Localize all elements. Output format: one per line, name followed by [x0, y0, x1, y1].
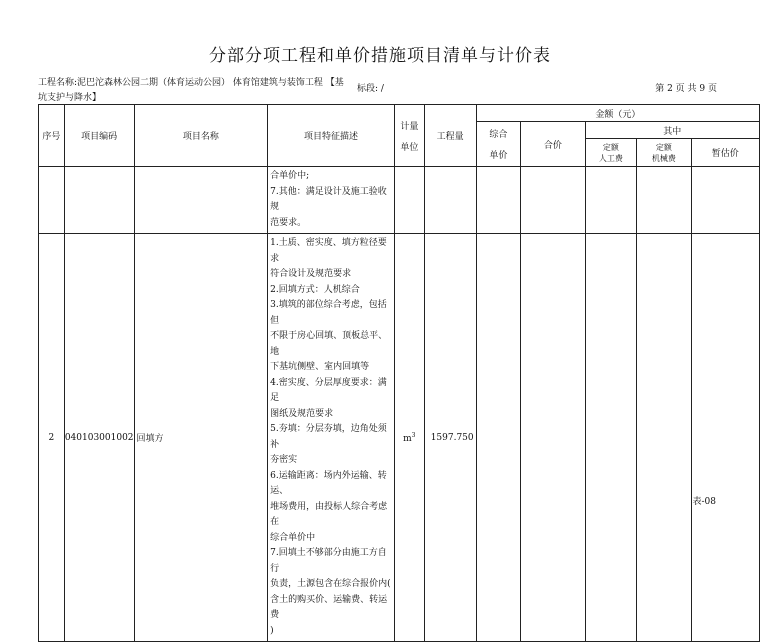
header-unit-price: [476, 122, 521, 167]
row-labor: [585, 167, 637, 234]
row-unit: [394, 234, 424, 642]
header-labor-line2: 人工费: [598, 153, 623, 163]
row-seq: 2: [39, 234, 65, 642]
desc-line: 7.回填土不够部分由施工方自行: [270, 548, 387, 574]
row-unit: [394, 167, 424, 234]
header-machine: [637, 139, 691, 167]
desc-line: 2.回填方式：人机综合: [270, 284, 360, 295]
row-qty: 1597.750: [424, 234, 476, 642]
row-name: [134, 167, 268, 234]
row-machine: [637, 167, 691, 234]
row-code: 040103001002: [64, 234, 134, 642]
header-code: 项目编码: [64, 105, 134, 167]
row-desc: [268, 167, 395, 234]
row-desc: [268, 234, 395, 642]
section-info: 标段: /: [357, 84, 384, 94]
row-provisional: [691, 167, 759, 234]
header-labor: [585, 139, 637, 167]
row-unit-price: [476, 167, 521, 234]
desc-line: 6.运输距离：场内外运输、转运、: [270, 470, 387, 496]
row-unit-price: [476, 234, 521, 642]
row-qty: [424, 167, 476, 234]
header-name: 项目名称: [134, 105, 268, 167]
desc-line: 含土的购买价、运输费、转运费: [270, 594, 388, 620]
form-number: 表-08: [692, 497, 716, 507]
row-provisional: [691, 234, 759, 642]
header-amount: 金额（元）: [476, 105, 759, 122]
page-info: 第 2 页 共 9 页: [655, 84, 717, 94]
desc-line: 图纸及规范要求: [270, 408, 334, 419]
header-machine-line2: 机械费: [651, 153, 676, 163]
project-name: 泥巴沱森林公园二期（体育运动公园） 体育馆建筑与装饰工程 【基坑支护与降水】: [38, 78, 344, 103]
header-unit-price-line2: 单价: [489, 151, 508, 161]
row-total: [521, 234, 585, 642]
desc-line: 负责，土源包含在综合报价内(: [270, 579, 391, 589]
header-of-which: 其中: [585, 122, 759, 139]
desc-line: 4.密实度、分层厚度要求：满足: [270, 377, 387, 403]
row-code: [64, 167, 134, 234]
desc-line: 3.填筑的部位综合考虑，包括但: [270, 300, 387, 326]
page-title: 分部分项工程和单价措施项目清单与计价表: [209, 46, 551, 66]
desc-line: 综合单价中: [270, 532, 316, 543]
table-row: [39, 167, 760, 234]
desc-line: 1.土质、密实度、填方粒径要求: [270, 238, 387, 264]
header-total: 合价: [521, 122, 585, 167]
desc-line: 不限于房心回填、顶板总平、地: [270, 331, 388, 357]
row-name: 回填方: [134, 234, 268, 642]
header-unit-line2: 单位: [400, 142, 419, 153]
unit-sup: 3: [411, 431, 416, 439]
desc-line: 5.夯填：分层夯填，边角处须补: [270, 424, 387, 450]
header-unit-price-line1: 综合: [489, 130, 508, 140]
header-machine-line1: 定额: [655, 142, 672, 152]
desc-line: 堆场费用，由投标人综合考虑在: [270, 501, 388, 527]
header-qty: 工程量: [424, 105, 476, 167]
row-labor: [585, 234, 637, 642]
header-unit: [394, 105, 424, 167]
header-labor-line1: 定额: [602, 142, 619, 152]
desc-line: 下基坑侧壁、室内回填等: [270, 362, 370, 372]
desc-line: ): [270, 625, 274, 636]
desc-line: 合单价中;: [270, 171, 310, 181]
header-unit-line1: 计量: [400, 121, 419, 132]
table-row: [39, 234, 760, 642]
row-seq: [39, 167, 65, 234]
header-seq: 序号: [39, 105, 65, 167]
unit-text: m: [403, 433, 412, 444]
row-total: [521, 167, 585, 234]
header-desc: 项目特征描述: [268, 105, 395, 167]
header-provisional: 暂估价: [691, 139, 759, 167]
desc-line: 7.其他：满足设计及施工验收规: [270, 186, 387, 212]
bill-table: [38, 104, 760, 642]
project-info: [38, 76, 348, 106]
desc-line: 范要求。: [270, 217, 307, 228]
desc-line: 夯密实: [270, 455, 298, 465]
row-machine: [637, 234, 691, 642]
project-label: 工程名称:: [38, 78, 78, 88]
desc-line: 符合设计及规范要求: [270, 269, 352, 279]
